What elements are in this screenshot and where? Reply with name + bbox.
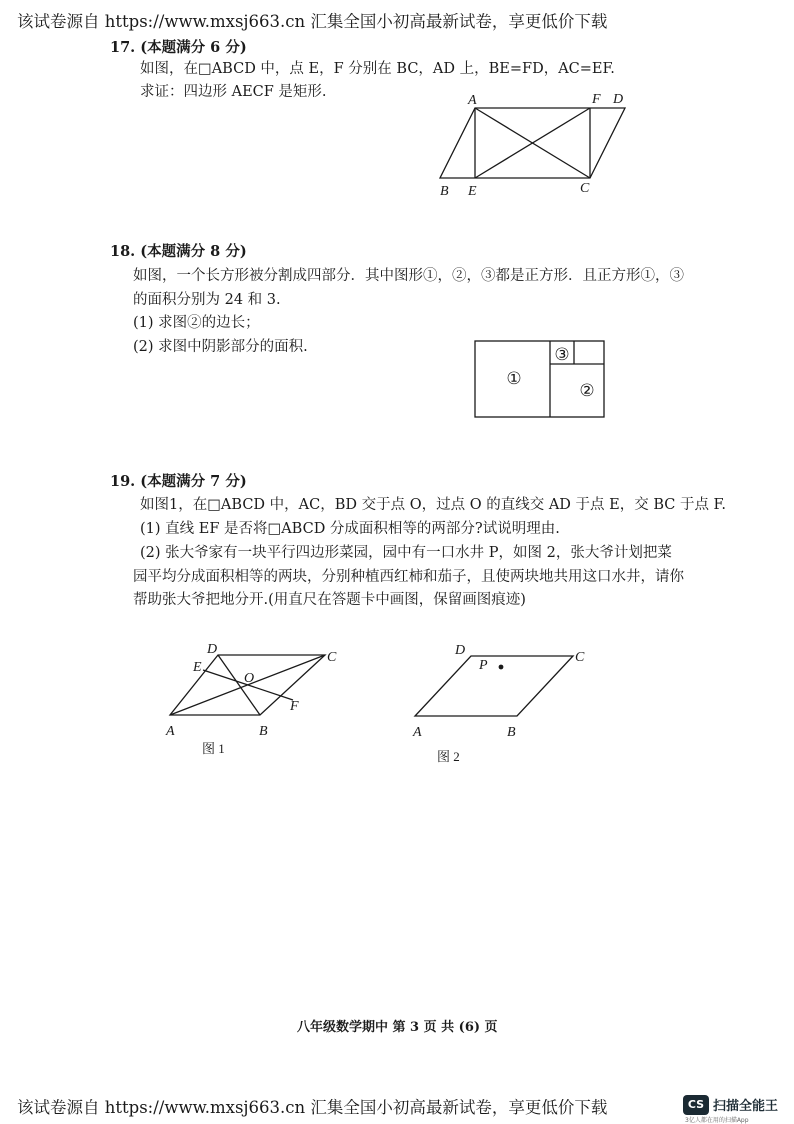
- camscanner-slogan: 3亿人都在用的扫描App: [685, 1117, 749, 1124]
- bottom-watermark: 该试卷源自 https://www.mxsj663.cn 汇集全国小初高最新试卷，享更低价下载: [17, 1098, 608, 1117]
- q17-figure: [435, 88, 635, 203]
- label-c: C: [580, 181, 590, 196]
- label-b: B: [440, 184, 449, 199]
- label-a: A: [468, 93, 477, 108]
- q19-figure-1: [160, 640, 350, 770]
- fig1-label-d: D: [207, 642, 218, 657]
- q17-line2: 求证：四边形 AECF 是矩形.: [140, 84, 327, 100]
- q19-title: 19. (本题满分 7 分): [110, 473, 247, 490]
- square-1-label: ①: [506, 369, 522, 388]
- q18-title: 18. (本题满分 8 分): [110, 243, 247, 260]
- header-watermark: 该试卷源自 https://www.mxsj663.cn 汇集全国小初高最新试卷，享更低价下载: [17, 12, 608, 31]
- square-2-label: ②: [579, 381, 595, 400]
- q18-line1: 如图，一个长方形被分割成四部分．其中图形①，②，③都是正方形．且正方形①，③: [133, 268, 684, 284]
- fig1-label-o: O: [244, 671, 255, 686]
- outer-rectangle: [475, 341, 604, 417]
- camscanner-app-name: 扫描全能王: [713, 1099, 779, 1114]
- q18-part2: (2) 求图中阴影部分的面积.: [133, 339, 308, 355]
- q18-line2: 的面积分别为 24 和 3.: [133, 292, 281, 308]
- label-d: D: [613, 92, 624, 107]
- fig2-label-a: A: [413, 725, 422, 740]
- label-e: E: [468, 184, 477, 199]
- fig1-label-f: F: [290, 699, 299, 714]
- q17-line1: 如图，在□ABCD 中，点 E，F 分别在 BC，AD 上，BE=FD，AC=EF.: [140, 61, 615, 77]
- label-f: F: [592, 92, 601, 107]
- q18-part1: (1) 求图②的边长；: [133, 315, 260, 331]
- q19-part2-line2: 园平均分成面积相等的两块，分别种植西红柿和茄子，且使两块地共用这口水井，请你: [133, 569, 684, 585]
- fig1-label-b: B: [259, 724, 268, 739]
- fig2-label-p: P: [479, 658, 488, 673]
- parallelogram-abcd-fig2: [415, 656, 573, 716]
- fig1-label-e: E: [193, 660, 202, 675]
- q17-title: 17. (本题满分 6 分): [110, 39, 247, 56]
- fig1-label-a: A: [166, 724, 175, 739]
- q19-line1: 如图1，在□ABCD 中，AC，BD 交于点 O，过点 O 的直线交 AD 于点 E，交 BC 于点 F.: [140, 497, 726, 513]
- square-3-label: ③: [554, 345, 570, 364]
- q19-part1: (1) 直线 EF 是否将□ABCD 分成面积相等的两部分?试说明理由.: [140, 521, 560, 537]
- q19-part2-line3: 帮助张大爷把地分开.(用直尺在答题卡中画图，保留画图痕迹): [133, 592, 526, 608]
- fig2-label-c: C: [575, 650, 585, 665]
- q19-figure-2: [405, 640, 605, 770]
- page-footer: 八年级数学期中 第 3 页 共 (6) 页: [297, 1020, 498, 1035]
- q18-figure: [474, 340, 606, 420]
- fig1-caption: 图 1: [202, 741, 225, 756]
- fig2-label-d: D: [455, 643, 466, 658]
- fig2-caption: 图 2: [437, 749, 460, 764]
- fig1-label-c: C: [327, 650, 337, 665]
- well-point-p: [499, 665, 504, 670]
- fig2-label-b: B: [507, 725, 516, 740]
- q19-part2-line1: (2) 张大爷家有一块平行四边形菜园，园中有一口水井 P，如图 2，张大爷计划把菜: [140, 545, 672, 561]
- camscanner-logo-icon: CS: [683, 1095, 709, 1115]
